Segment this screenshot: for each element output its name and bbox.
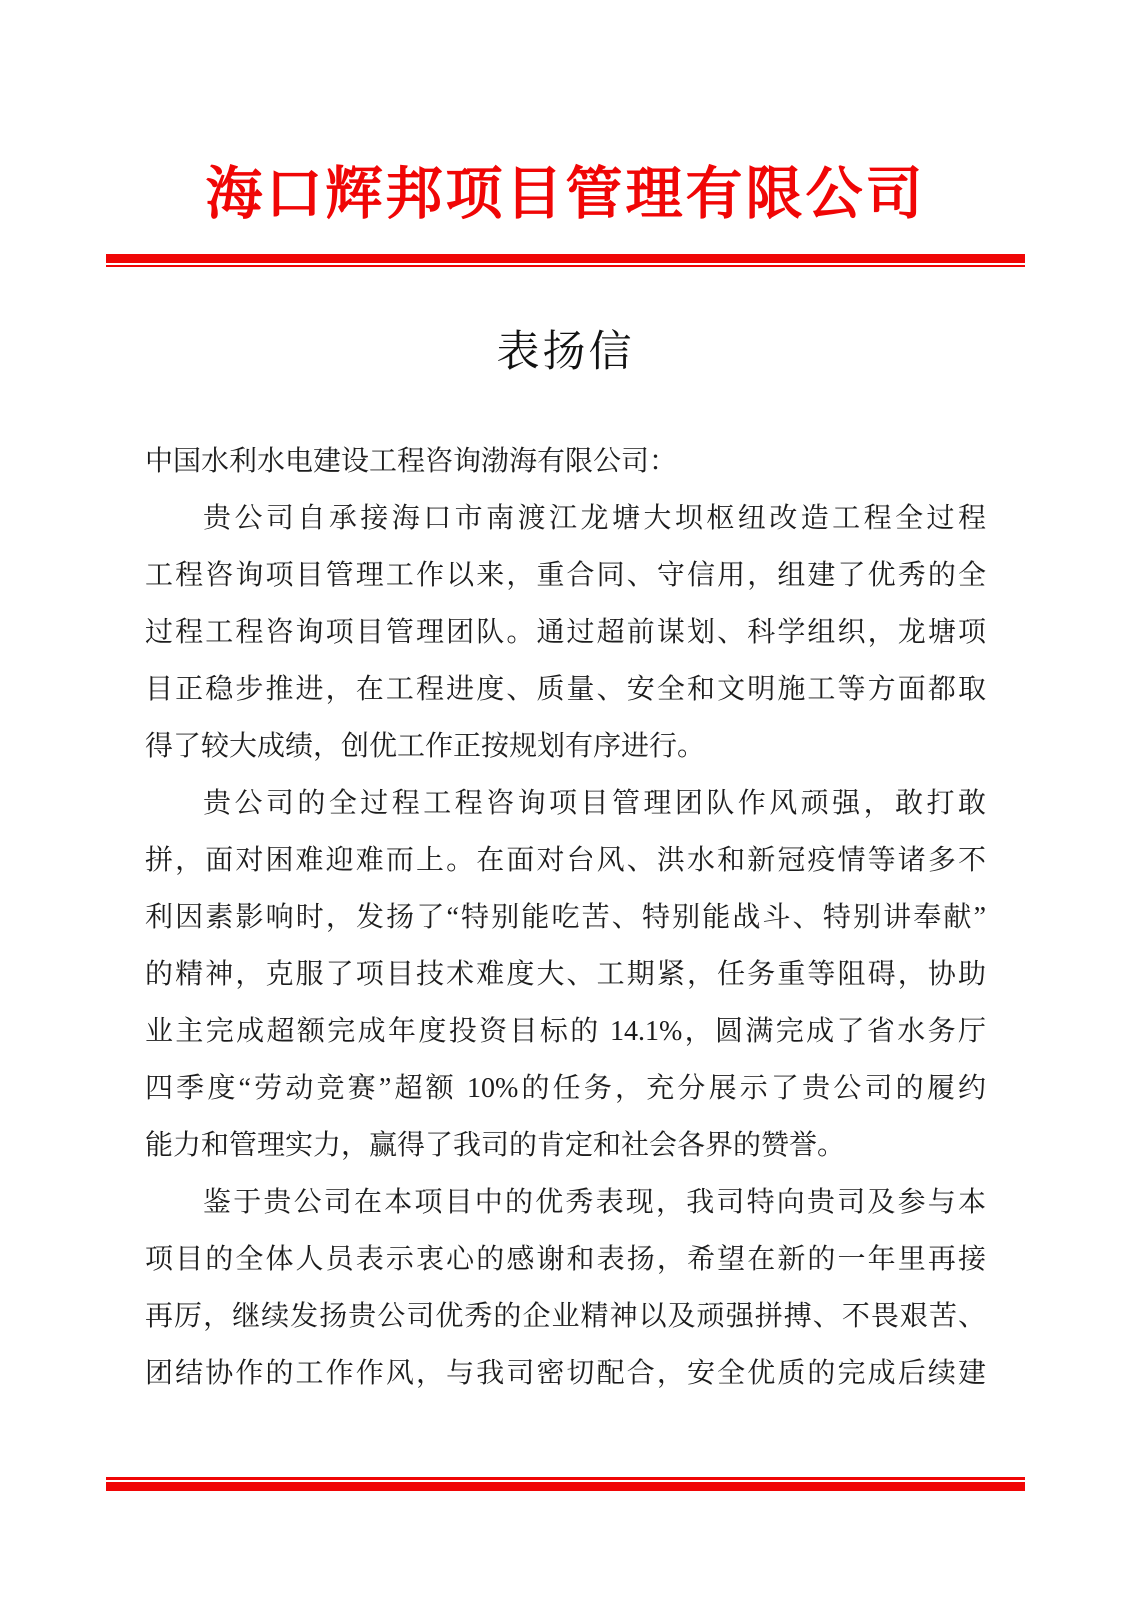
footer-rule: [106, 1477, 1025, 1491]
letter-title: 表扬信: [496, 328, 635, 376]
rule-thick-line: [106, 254, 1025, 263]
body-line: 再厉，继续发扬贵公司优秀的企业精神以及顽强拼搏、不畏艰苦、: [145, 1301, 986, 1332]
letterhead-rule: [106, 254, 1025, 267]
body-line: 工程咨询项目管理工作以来，重合同、守信用，组建了优秀的全: [145, 560, 986, 591]
body-line: 过程工程咨询项目管理团队。通过超前谋划、科学组织，龙塘项: [145, 617, 986, 648]
body-line: 拼，面对困难迎难而上。在面对台风、洪水和新冠疫情等诸多不: [145, 845, 986, 876]
letterhead-company-name: 海口辉邦项目管理有限公司: [205, 163, 926, 226]
body-line: 的精神，克服了项目技术难度大、工期紧，任务重等阻碍，协助: [145, 959, 986, 990]
rule-thick-line: [106, 1482, 1025, 1491]
body-line: 利因素影响时，发扬了“特别能吃苦、特别能战斗、特别讲奉献”: [145, 902, 986, 933]
body-line: 得了较大成绩，创优工作正按规划有序进行。: [145, 731, 706, 762]
letter-body: [145, 433, 986, 1402]
body-line: 贵公司自承接海口市南渡江龙塘大坝枢纽改造工程全过程: [203, 503, 986, 534]
body-line: 贵公司的全过程工程咨询项目管理团队作风顽强，敢打敢: [203, 788, 986, 819]
body-line: 目正稳步推进，在工程进度、质量、安全和文明施工等方面都取: [145, 674, 986, 705]
body-line: 鉴于贵公司在本项目中的优秀表现，我司特向贵司及参与本: [203, 1187, 986, 1218]
body-line: 团结协作的工作作风，与我司密切配合，安全优质的完成后续建: [145, 1358, 986, 1389]
body-line: 业主完成超额完成年度投资目标的 14.1%，圆满完成了省水务厅: [145, 1016, 986, 1047]
body-line: 能力和管理实力，赢得了我司的肯定和社会各界的赞誉。: [145, 1130, 846, 1161]
rule-thin-line: [106, 265, 1025, 267]
body-line: 四季度“劳动竞赛”超额 10%的任务，充分展示了贵公司的履约: [145, 1073, 986, 1104]
body-line: 项目的全体人员表示衷心的感谢和表扬，希望在新的一年里再接: [145, 1244, 986, 1275]
body-line: 中国水利水电建设工程咨询渤海有限公司：: [145, 446, 678, 477]
